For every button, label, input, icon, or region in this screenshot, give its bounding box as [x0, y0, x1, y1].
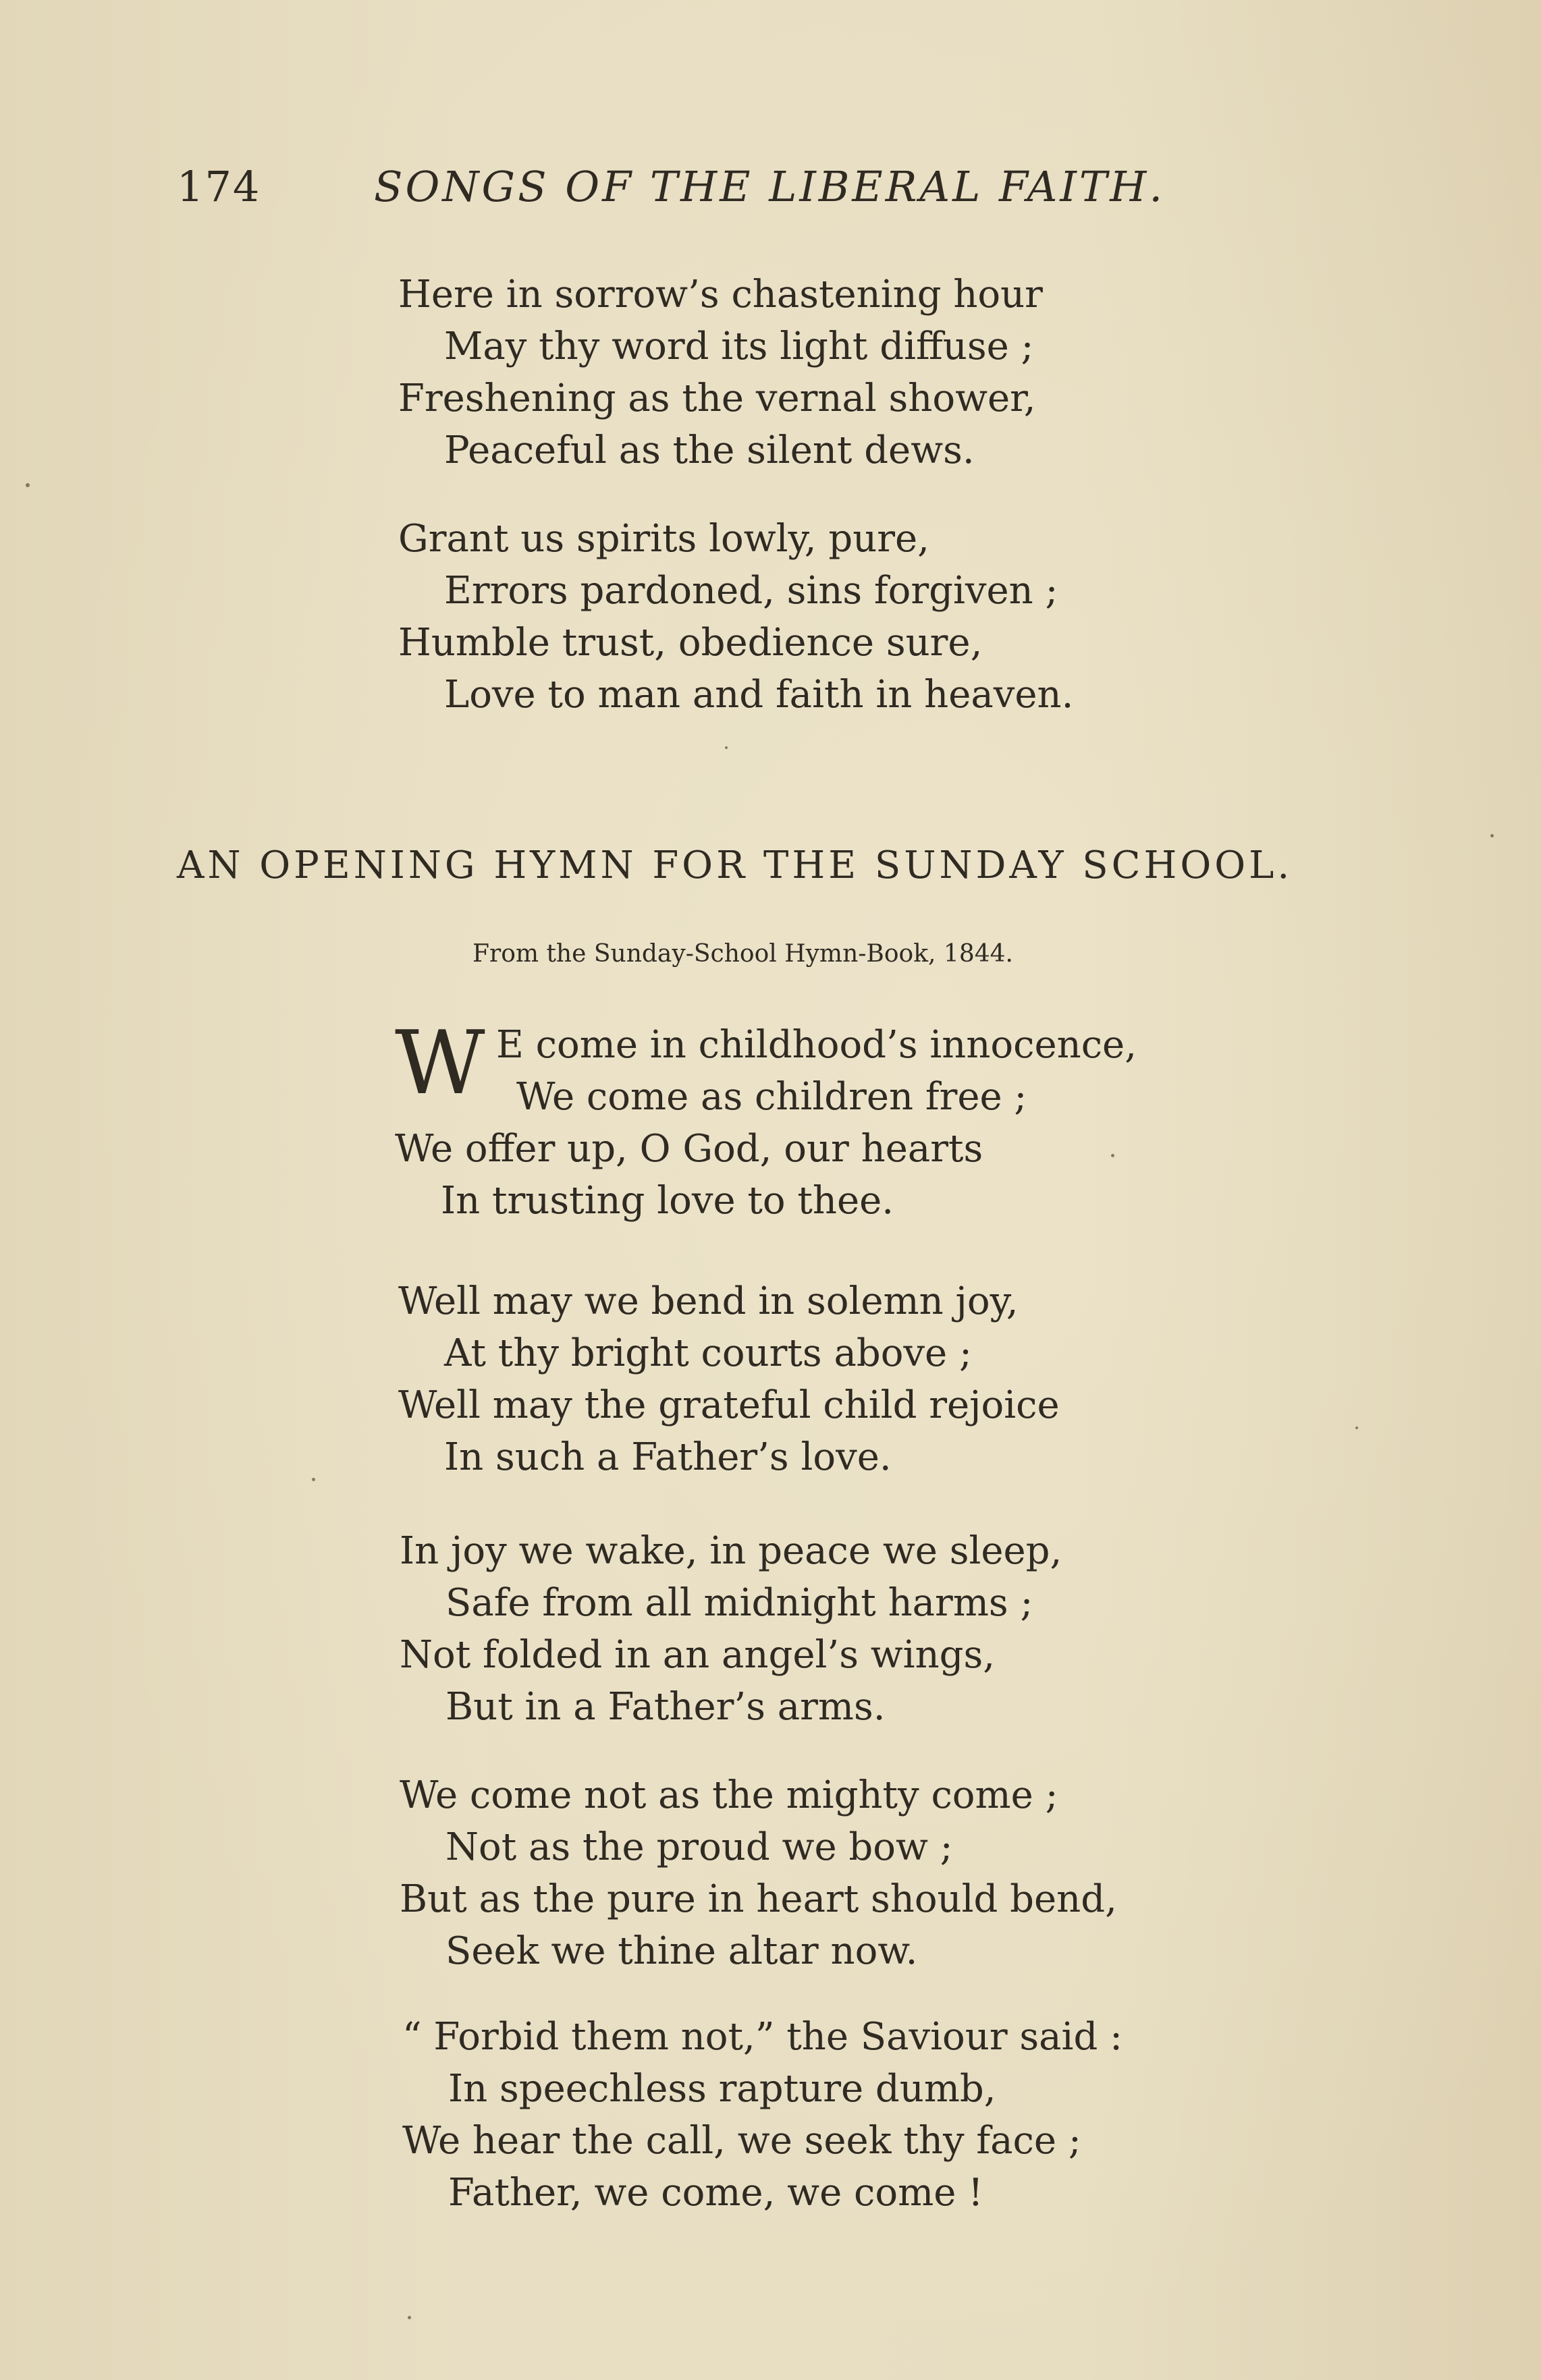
verse-line: Errors pardoned, sins forgiven ; [444, 569, 1058, 613]
paper-speck [1355, 1427, 1358, 1429]
paper-speck [312, 1478, 315, 1481]
hymn-stanza-2 [398, 1275, 1060, 1483]
hymn-stanza-5 [402, 2011, 1123, 2219]
paper-speck [26, 483, 30, 487]
verse-line: We hear the call, we seek thy face ; [402, 2119, 1081, 2163]
verse-line: In trusting love to thee. [441, 1179, 894, 1223]
verse-line: May thy word its light diffuse ; [444, 325, 1034, 368]
verse-line: We come not as the mighty come ; [400, 1773, 1058, 1817]
hymn-title: AN OPENING HYMN FOR THE SUNDAY SCHOOL. [177, 843, 1293, 887]
verse-line: Not as the proud we bow ; [445, 1825, 953, 1869]
verse-line: Freshening as the vernal shower, [398, 377, 1036, 420]
verse-line: But in a Father’s arms. [445, 1685, 886, 1729]
verse-line: Father, we come, we come ! [448, 2171, 983, 2215]
verse-line: Here in sorrow’s chastening hour [398, 273, 1043, 316]
verse-line: At thy bright courts above ; [444, 1331, 972, 1375]
verse-line: We come as children free ; [516, 1075, 1027, 1119]
verse-line: “ Forbid them not,” the Saviour said : [402, 2015, 1123, 2059]
hymn-stanza-4 [400, 1769, 1117, 1977]
dropcap: W [395, 1012, 485, 1114]
verse-line: E come in childhood’s innocence, [496, 1023, 1137, 1067]
verse-line: Humble trust, obedience sure, [398, 621, 983, 665]
running-title: SONGS OF THE LIBERAL FAITH. [374, 162, 1166, 211]
verse-line: In speechless rapture dumb, [448, 2067, 996, 2111]
prev-stanza-2 [398, 513, 1073, 721]
verse-line: Peaceful as the silent dews. [444, 428, 975, 472]
prev-stanza-1 [398, 269, 1043, 476]
verse-line: In such a Father’s love. [444, 1435, 892, 1479]
page-number: 174 [177, 162, 261, 211]
verse-line: Well may we bend in solemn joy, [398, 1279, 1019, 1323]
verse-line: But as the pure in heart should bend, [400, 1877, 1117, 1921]
verse-line: Grant us spirits lowly, pure, [398, 517, 929, 561]
paper-speck [1490, 834, 1494, 837]
verse-line: Seek we thine altar now. [445, 1929, 918, 1973]
verse-line: Not folded in an angel’s wings, [400, 1633, 996, 1677]
hymn-source: From the Sunday-School Hymn-Book, 1844. [472, 940, 1013, 968]
verse-line: Safe from all midnight harms ; [445, 1581, 1033, 1625]
paper-speck [725, 746, 728, 749]
verse-line: Love to man and faith in heaven. [444, 673, 1074, 717]
hymn-stanza-3 [400, 1525, 1062, 1733]
paper-speck [1111, 1154, 1114, 1157]
verse-line: We offer up, O God, our hearts [395, 1127, 983, 1171]
verse-line: Well may the grateful child rejoice [398, 1383, 1060, 1427]
paper-speck [408, 2316, 411, 2319]
verse-line: In joy we wake, in peace we sleep, [400, 1529, 1062, 1573]
